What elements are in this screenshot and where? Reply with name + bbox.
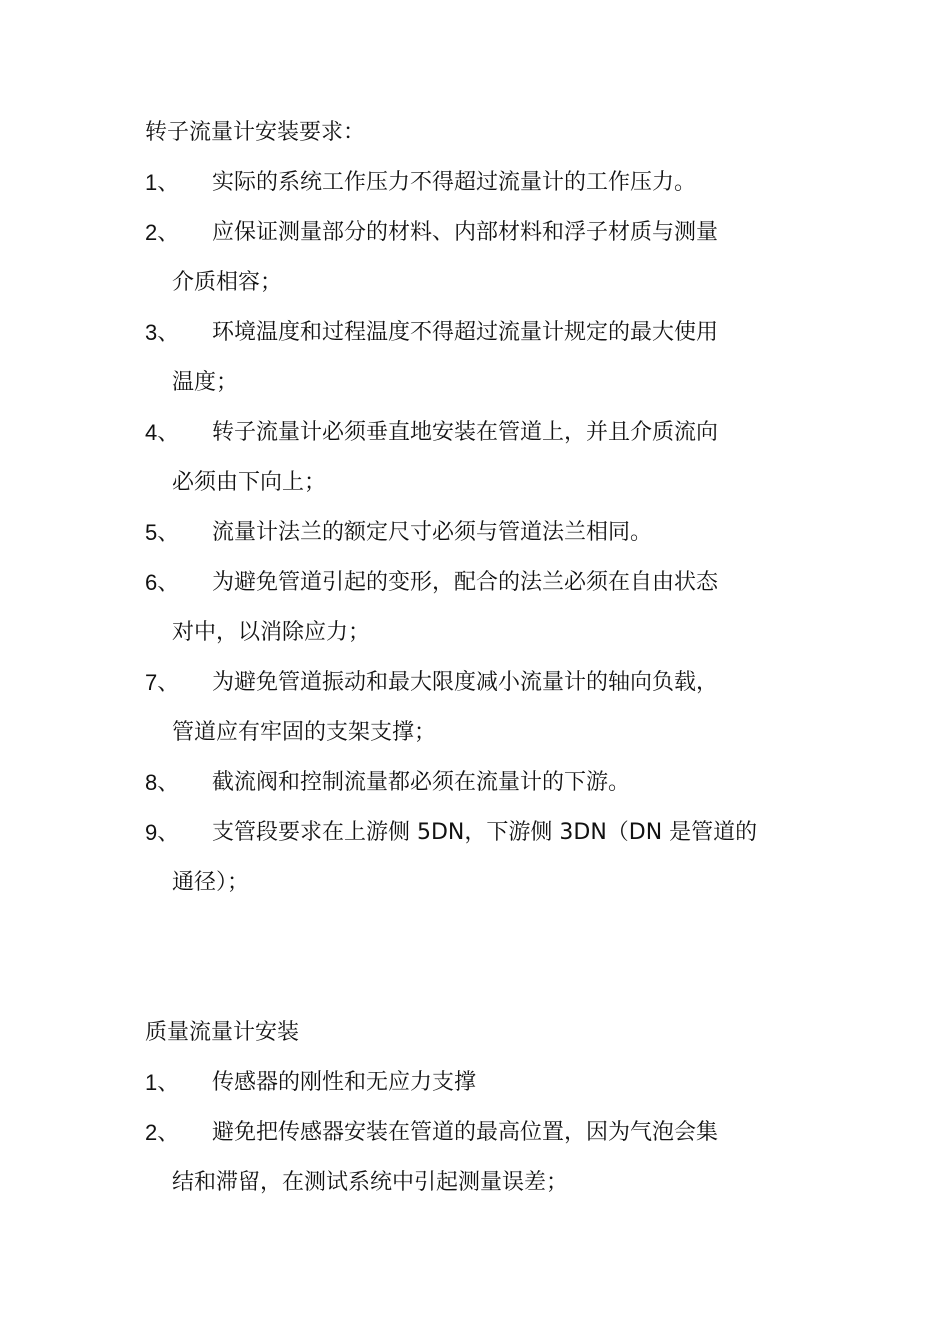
item-number: 5、	[145, 520, 180, 545]
list-item	[145, 408, 810, 508]
list-item	[145, 1108, 810, 1208]
section-mass-flowmeter	[145, 1008, 810, 1208]
item-text-line: 为避免管道振动和最大限度减小流量计的轴向负载，	[212, 670, 719, 695]
section-title: 质量流量计安装	[145, 1020, 300, 1045]
list-item	[145, 808, 810, 908]
requirement-list	[145, 158, 810, 908]
list-item	[145, 208, 810, 308]
item-text-line: 温度；	[172, 370, 239, 395]
item-text-line: 截流阀和控制流量都必须在流量计的下游。	[212, 770, 631, 795]
item-number: 2、	[145, 1120, 180, 1145]
item-text-line: 支管段要求在上游侧 5DN，下游侧 3DN（DN 是管道的	[212, 820, 758, 845]
item-number: 1、	[145, 1070, 180, 1095]
section-spacer	[145, 908, 810, 1008]
list-item	[145, 158, 810, 208]
item-number: 2、	[145, 220, 180, 245]
list-item	[145, 658, 810, 758]
item-text-line: 结和滞留，在测试系统中引起测量误差；	[172, 1170, 569, 1195]
item-number: 1、	[145, 170, 180, 195]
item-number: 8、	[145, 770, 180, 795]
item-text-line: 转子流量计必须垂直地安装在管道上，并且介质流向	[212, 420, 719, 445]
list-item	[145, 308, 810, 408]
item-number: 7、	[145, 670, 180, 695]
item-text-line: 对中，以消除应力；	[172, 620, 371, 645]
list-item	[145, 558, 810, 658]
requirement-list	[145, 1058, 810, 1208]
item-text-line: 为避免管道引起的变形，配合的法兰必须在自由状态	[212, 570, 719, 595]
item-text-line: 避免把传感器安装在管道的最高位置，因为气泡会集	[212, 1120, 719, 1145]
document-content	[145, 108, 810, 1208]
item-text-line: 实际的系统工作压力不得超过流量计的工作压力。	[212, 170, 697, 195]
item-text-line: 必须由下向上；	[172, 470, 327, 495]
item-number: 9、	[145, 820, 180, 845]
item-text-line: 应保证测量部分的材料、内部材料和浮子材质与测量	[212, 220, 719, 245]
item-number: 4、	[145, 420, 180, 445]
item-text-line: 环境温度和过程温度不得超过流量计规定的最大使用	[212, 320, 719, 345]
item-text-line: 通径）；	[172, 870, 250, 895]
item-text-line: 介质相容；	[172, 270, 283, 295]
list-item	[145, 1058, 810, 1108]
section-rotameter	[145, 108, 810, 908]
list-item	[145, 758, 810, 808]
section-title: 转子流量计安装要求：	[145, 120, 366, 145]
item-text-line: 管道应有牢固的支架支撑；	[172, 720, 437, 745]
list-item	[145, 508, 810, 558]
item-text-line: 传感器的刚性和无应力支撑	[212, 1070, 477, 1095]
item-number: 6、	[145, 570, 180, 595]
item-text-line: 流量计法兰的额定尺寸必须与管道法兰相同。	[212, 520, 653, 545]
item-number: 3、	[145, 320, 180, 345]
